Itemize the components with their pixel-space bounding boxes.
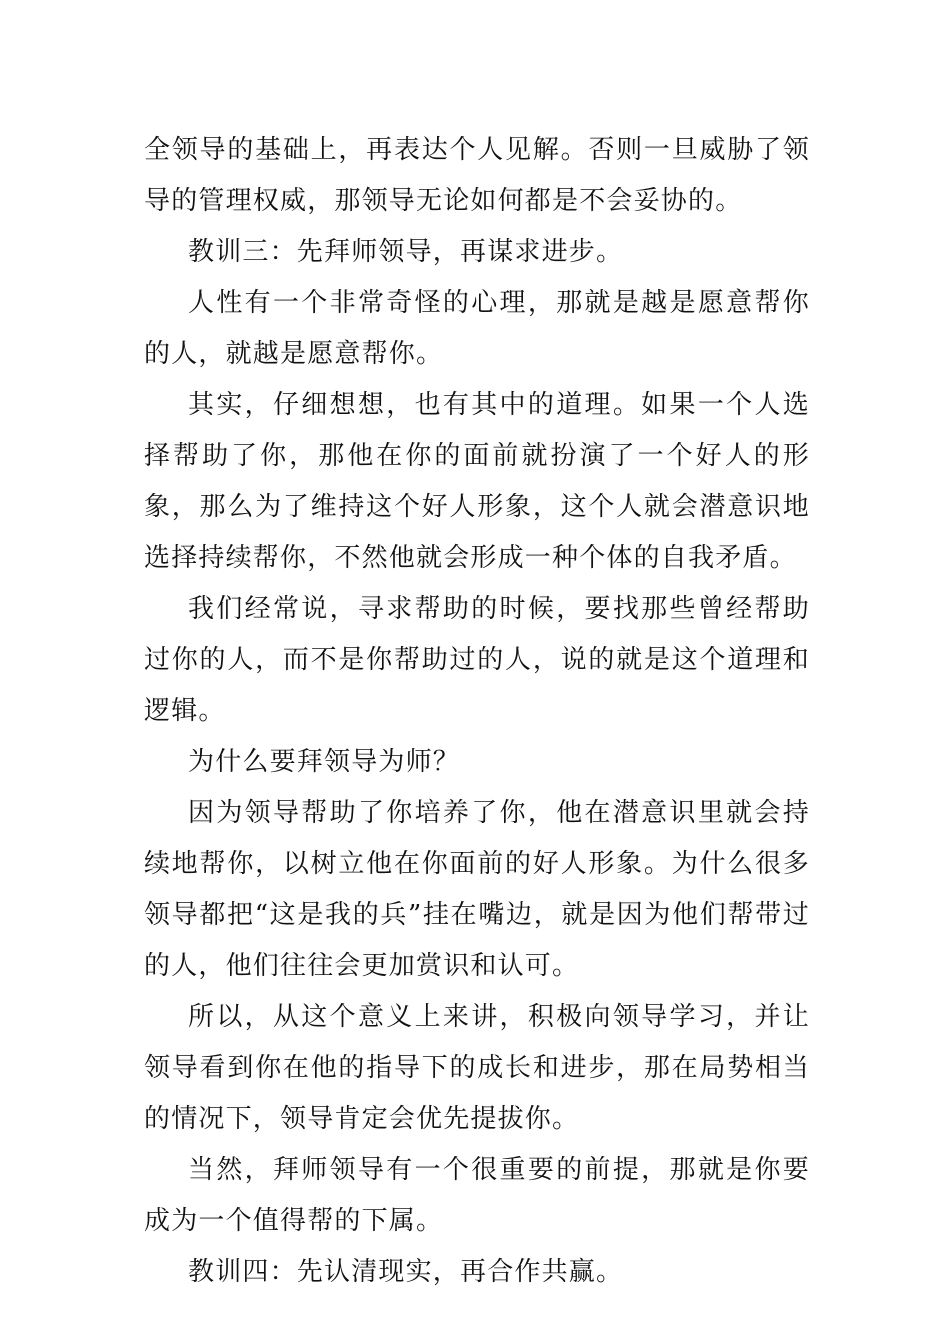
- paragraph: 因为领导帮助了你培养了你，他在潜意识里就会持续地帮你，以树立他在你面前的好人形象。为什么很多领导都把“这是我的兵”挂在嘴边，就是因为他们帮带过的人，他们往往会更加赏识和认可。: [144, 798, 810, 981]
- section-heading: 教训四：先认清现实，再合作共赢。: [188, 1257, 624, 1287]
- paragraph: 我们经常说，寻求帮助的时候，要找那些曾经帮助过你的人，而不是你帮助过的人，说的就是这个道理和逻辑。: [144, 594, 810, 726]
- paragraph: 其实，仔细想想，也有其中的道理。如果一个人选择帮助了你，那他在你的面前就扮演了一个好人的形象，那么为了维持这个好人形象，这个人就会潜意识地选择持续帮你，不然他就会形成一种个体的自我矛盾。: [144, 390, 810, 573]
- paragraph: 为什么要拜领导为师？: [188, 747, 461, 777]
- paragraph: 当然，拜师领导有一个很重要的前提，那就是你要成为一个值得帮的下属。: [144, 1155, 810, 1236]
- document-body: [144, 125, 810, 1298]
- paragraph: 人性有一个非常奇怪的心理，那就是越是愿意帮你的人，就越是愿意帮你。: [144, 288, 810, 369]
- section-heading: 教训三：先拜师领导，再谋求进步。: [188, 237, 624, 267]
- paragraph: 所以，从这个意义上来讲，积极向领导学习，并让领导看到你在他的指导下的成长和进步，那在局势相当的情况下，领导肯定会优先提拔你。: [144, 1002, 810, 1134]
- paragraph: 全领导的基础上，再表达个人见解。否则一旦威胁了领导的管理权威，那领导无论如何都是不会妥协的。: [144, 135, 810, 216]
